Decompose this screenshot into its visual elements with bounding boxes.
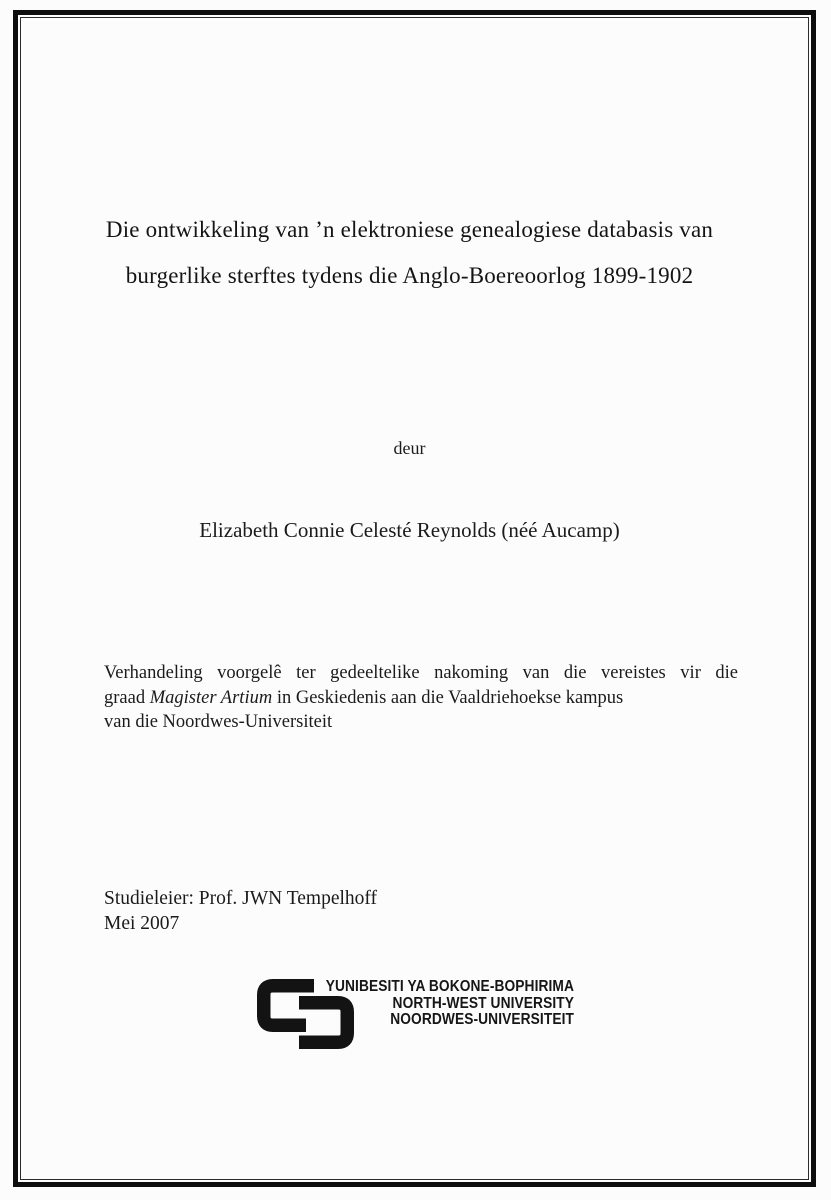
submission-line2 <box>104 686 738 711</box>
date-line: Mei 2007 <box>104 913 180 934</box>
byline-deur: deur <box>393 438 426 458</box>
submission-degree-italic: Magister Artium <box>149 687 273 708</box>
supervisor-line: Studieleier: Prof. JWN Tempelhoff <box>104 888 378 909</box>
logo-text-setswana: YUNIBESITI YA BOKONE-BOPHIRIMA <box>325 978 574 995</box>
thesis-title-line2: burgerlike sterftes tydens die Anglo-Boereoorlog 1899-1902 <box>125 263 694 288</box>
logo-text-afrikaans: NOORDWES-UNIVERSITEIT <box>390 1011 574 1028</box>
submission-line2-suffix: in Geskiedenis aan die Vaaldriehoekse kampus <box>272 687 624 708</box>
submission-line2-prefix: graad <box>104 687 150 708</box>
author-name: Elizabeth Connie Celesté Reynolds (néé Aucamp) <box>199 518 620 542</box>
submission-line3: van die Noordwes-Universiteit <box>104 712 333 732</box>
submission-statement <box>104 661 738 735</box>
thesis-title <box>0 207 819 299</box>
submission-line1: Verhandeling voorgelê ter gedeeltelike nakoming van die vereistes vir die <box>104 663 738 683</box>
logo-text-english: NORTH-WEST UNIVERSITY <box>392 994 574 1012</box>
thesis-title-line1: Die ontwikkeling van ’n elektroniese genealogiese databasis van <box>105 217 714 242</box>
university-logo-text <box>316 979 574 1029</box>
